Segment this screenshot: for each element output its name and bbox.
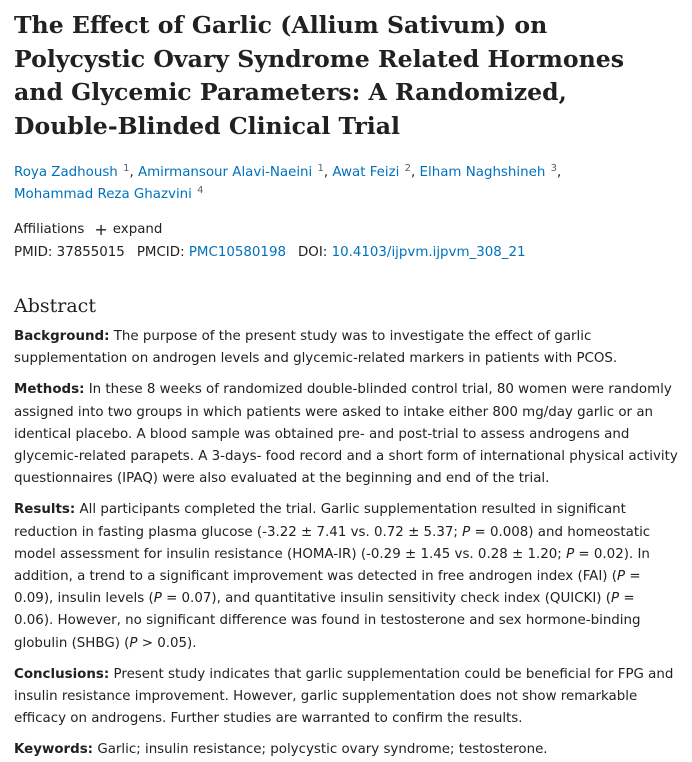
pmcid-label: PMCID: <box>136 245 185 260</box>
keywords-label: Keywords: <box>14 742 94 758</box>
methods-text: In these 8 weeks of randomized double-blinded control trial, 80 women were randomly assigned into two groups in which patients were asked to intake either 800 mg/day garlic or an identical placebo. A blood sample was obtained pre- and post-trial to assess androgens and glycemic-related parapets. A 3-days- food record and a short form of international physical activity questionnaires (IPAQ) were also evaluated at the beginning and end of the trial. <box>14 382 678 487</box>
abstract-conclusions <box>14 664 678 731</box>
p-symbol: P <box>462 524 471 540</box>
results-text: = 0.008) and homeostatic model assessment for insulin resistance (HOMA-IR) (-0.29 ± 1.45 vs. 0.28 ± 1.20; <box>14 524 651 562</box>
p-symbol: P <box>611 591 620 607</box>
results-text: All participants completed the trial. Garlic supplementation resulted in significant reduction in fasting plasma glucose (-3.22 ± 7.41 vs. 0.72 ± 5.37; <box>14 502 626 540</box>
article-title: The Effect of Garlic (Allium Sativum) on Polycystic Ovary Syndrome Related Hormones and Glycemic Parameters: A Randomized, Double-Blinded Clinical Trial <box>14 11 625 140</box>
methods-label: Methods: <box>14 382 85 398</box>
p-symbol: P <box>566 546 575 562</box>
affiliation-ref[interactable]: 2 <box>404 163 412 174</box>
results-text: > 0.05). <box>141 635 197 651</box>
background-text: The purpose of the present study was to investigate the effect of garlic supplementation on androgen levels and glycemic-related markers in patients with PCOS. <box>14 329 618 367</box>
p-symbol: P <box>617 569 626 585</box>
conclusions-text: Present study indicates that garlic supplementation could be beneficial for FPG and insulin resistance improvement. However, garlic supplementation does not show remarkable efficacy on androgens. Further studies are warranted to confirm the results. <box>14 666 674 727</box>
identifiers <box>14 244 678 262</box>
author-link[interactable]: Mohammad Reza Ghazvini <box>14 187 192 202</box>
keywords-text: Garlic; insulin resistance; polycystic ovary syndrome; testosterone. <box>97 742 548 758</box>
affiliations-label: Affiliations <box>14 222 85 237</box>
plus-icon: + <box>94 220 108 239</box>
affiliation-ref[interactable]: 3 <box>550 163 557 174</box>
pmcid-link[interactable]: PMC10580198 <box>188 245 286 260</box>
author-list: Roya Zadhoush $^1$, Amirmansour Alavi-Naeini $^1$, Awat Feizi $^2$, Elham Naghshineh $^3$, Mohammad Reza Ghazvini $^4$ <box>14 163 562 202</box>
abstract-results <box>14 499 678 654</box>
abstract-background <box>14 326 678 370</box>
affiliation-ref[interactable]: 1 <box>317 163 324 174</box>
author-link[interactable]: Amirmansour Alavi-Naeini <box>137 165 313 180</box>
p-symbol: P <box>153 591 162 607</box>
affiliation-ref[interactable]: 1 <box>123 163 130 174</box>
p-symbol: P <box>129 635 138 651</box>
expand-label: expand <box>112 222 163 237</box>
author-link[interactable]: Roya Zadhoush <box>14 165 118 180</box>
results-text: = 0.06). However, no significant difference was found in testosterone and sex hormone-binding globulin (SHBG) ( <box>14 591 641 651</box>
doi-label: DOI: <box>297 245 328 260</box>
results-text: = 0.09), insulin levels ( <box>14 569 641 607</box>
conclusions-label: Conclusions: <box>14 666 110 682</box>
results-text: = 0.07), and quantitative insulin sensitivity check index (QUICKI) ( <box>166 591 611 607</box>
author-link[interactable]: Awat Feizi <box>332 165 400 180</box>
results-label: Results: <box>14 502 76 518</box>
abstract-methods <box>14 379 678 490</box>
pmid-value: 37855015 <box>56 245 125 260</box>
doi-link[interactable]: 10.4103/ijpvm.ijpvm_308_21 <box>331 245 526 260</box>
affiliations-row <box>14 221 678 239</box>
results-text: = 0.02). In addition, a trend to a significant improvement was detected in free androgen index (FAI) ( <box>14 546 650 585</box>
author-link[interactable]: Elham Naghshineh <box>419 165 546 180</box>
abstract-heading: Abstract <box>14 295 96 317</box>
expand-affiliations-button[interactable] <box>94 221 162 239</box>
keywords <box>14 739 678 761</box>
background-label: Background: <box>14 329 110 344</box>
pmid-label: PMID: <box>14 245 53 260</box>
affiliation-ref[interactable]: 4 <box>197 185 204 196</box>
